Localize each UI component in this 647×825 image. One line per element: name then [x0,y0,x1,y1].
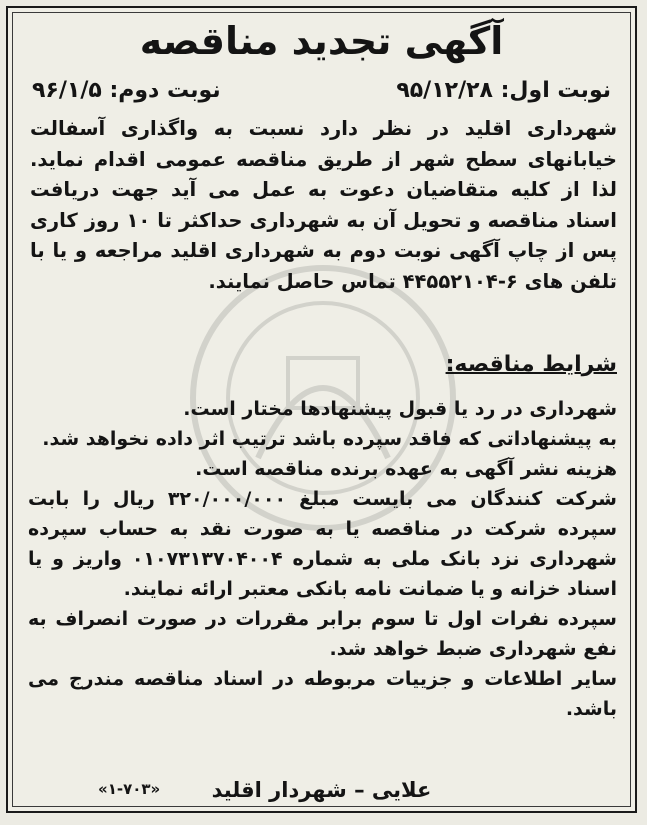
body-paragraph: شهرداری اقلید در نظر دارد نسبت به واگذاری آسفالت خیابانهای سطح شهر از طریق مناقصه عمومی اقدام نماید. لذا از کلیه متقاضیان دعوت به عمل می آید جهت دریافت اسناد مناقصه و تحویل آن به شهرداری حداکثر تا ۱۰ روز کاری پس از چاپ آگهی نوبت دوم به شهرداری اقلید مراجعه و یا با تلفن های ۶-۴۴۵۵۲۱۰۴ تماس حاصل نمایند. [30,117,617,293]
condition-item: به پیشنهاداتی که فاقد سپرده باشد ترتیب اثر داده نخواهد شد. [42,428,617,450]
notice-title: آگهی تجدید مناقصه [139,19,504,63]
notice-code: «۱-۷۰۳» [98,780,161,798]
conditions-heading: شرایط مناقصه: [445,352,617,377]
condition-item: سایر اطلاعات و جزییات مربوطه در اسناد مناقصه مندرج می باشد. [28,668,617,720]
signature-line: علایی – شهردار اقلید [211,778,432,802]
condition-item: شهرداری در رد یا قبول پیشنهادها مختار است. [183,398,617,420]
notice-frame [6,6,637,813]
condition-item: شرکت کنندگان می بایست مبلغ ۳۲۰/۰۰۰/۰۰۰ ریال را بابت سپرده شرکت در مناقصه یا به صورت نقد به حساب سپرده شهرداری نزد بانک ملی به شماره ۰۱۰۷۳۱۳۷۰۴۰۰۴ واریز و یا اسناد خزانه و یا ضمانت نامه بانکی معتبر ارائه نمایند. [28,488,617,600]
condition-item: هزینه نشر آگهی به عهده برنده مناقصه است. [195,458,617,480]
second-round-date: نوبت دوم: ۹۶/۱/۵ [32,78,221,103]
conditions-list [28,394,617,724]
notice-body [30,114,617,297]
first-round-date: نوبت اول: ۹۵/۱۲/۲۸ [396,78,611,103]
publication-rounds [32,78,611,112]
condition-item: سپرده نفرات اول تا سوم برابر مقررات در صورت انصراف به نفع شهرداری ضبط خواهد شد. [28,608,617,660]
